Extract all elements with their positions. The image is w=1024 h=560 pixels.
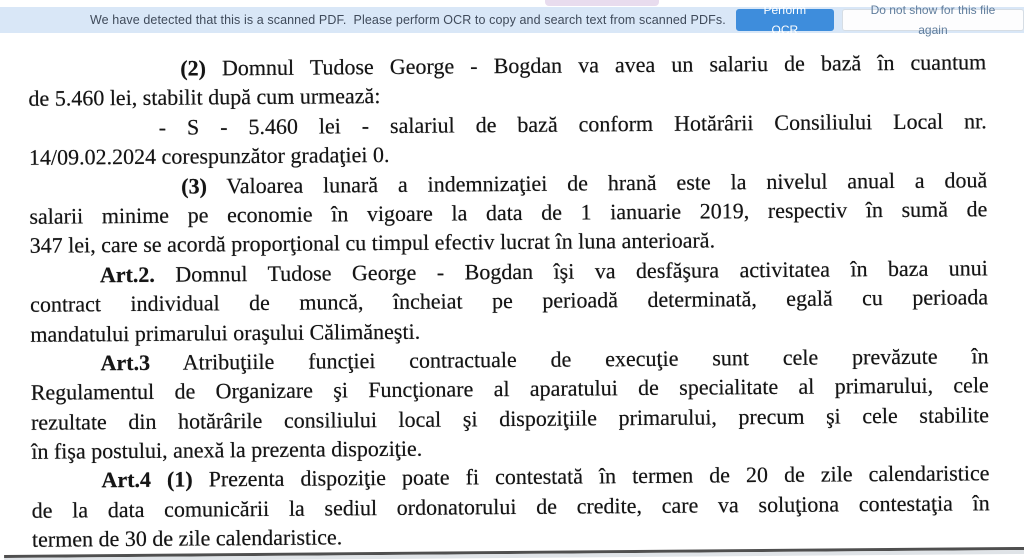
line-text: în fişa postului, anexă la prezenta dispoziţie. [31, 435, 423, 464]
line-text: rezultate din hotărârile consiliului local şi dispoziţiile primarului, precum şi cele stabilite [30, 401, 990, 435]
line-text: Regulamentul de Organizare şi Funcţionare al aparatului de specialitate al primarului, cele [30, 372, 989, 406]
line-text: de 5.460 lei, stabilit după cum urmează: [28, 83, 381, 112]
line-text: contract individual de muncă, încheiat pe perioadă determinată, egală cu perioada [30, 284, 989, 317]
line-text: Valoarea lunară a indemnizaţiei de hrană este la nivelul anual a două [206, 166, 988, 198]
article-label: Art.4 (1) [101, 466, 193, 493]
line-text: Domnul Tudose George - Bogdan va avea un salariu de bază în cuantum [205, 49, 987, 81]
line-text: Domnul Tudose George - Bogdan îşi va desfăşura activitatea în baza unui [154, 255, 988, 287]
line-text: Atribuţiile funcţiei contractuale de execuţie sunt cele prevăzute în [149, 343, 989, 375]
article-label: Art.2. [99, 261, 155, 287]
line-text: Prezenta dispoziţie poate fi contestată în termen de 20 de zile calendaristice [192, 460, 990, 492]
line-text: 14/09.02.2024 corespunzător gradaţiei 0. [28, 142, 390, 170]
line-text: de la data comunicării la sediul ordonatorului de credite, care va soluţiona contestaţia în [31, 490, 990, 523]
line-text: 347 lei, care se acordă proporţional cu timpul efectiv lucrat în luna anterioară. [29, 227, 716, 259]
line-text: termen de 30 de zile calendaristice. [31, 524, 343, 553]
line-text: mandatului primarului oraşului Călimăneşti. [30, 318, 421, 347]
article-label: Art.3 [100, 349, 151, 376]
clipped-toolbar-artifact [545, 0, 659, 6]
line-text: - S - 5.460 lei - salariul de bază conform Hotărârii Consiliului Local nr. [158, 108, 987, 140]
article-label: (3) [181, 172, 207, 199]
article-label: (2) [180, 55, 207, 81]
scanned-document-page[interactable] [0, 29, 1024, 560]
document-text-block [28, 47, 990, 554]
scanned-pdf-message: We have detected that this is a scanned PDF. Please perform OCR to copy and search text from scanned PDFs. [90, 13, 726, 27]
perform-ocr-button[interactable]: Perform OCR [736, 9, 834, 31]
ocr-notification-bar [0, 3, 1024, 37]
do-not-show-again-button[interactable]: Do not show for this file again [842, 9, 1024, 31]
line-text: salarii minime pe economie în vigoare la data de 1 ianuarie 2019, respectiv în sumă de [29, 196, 988, 229]
